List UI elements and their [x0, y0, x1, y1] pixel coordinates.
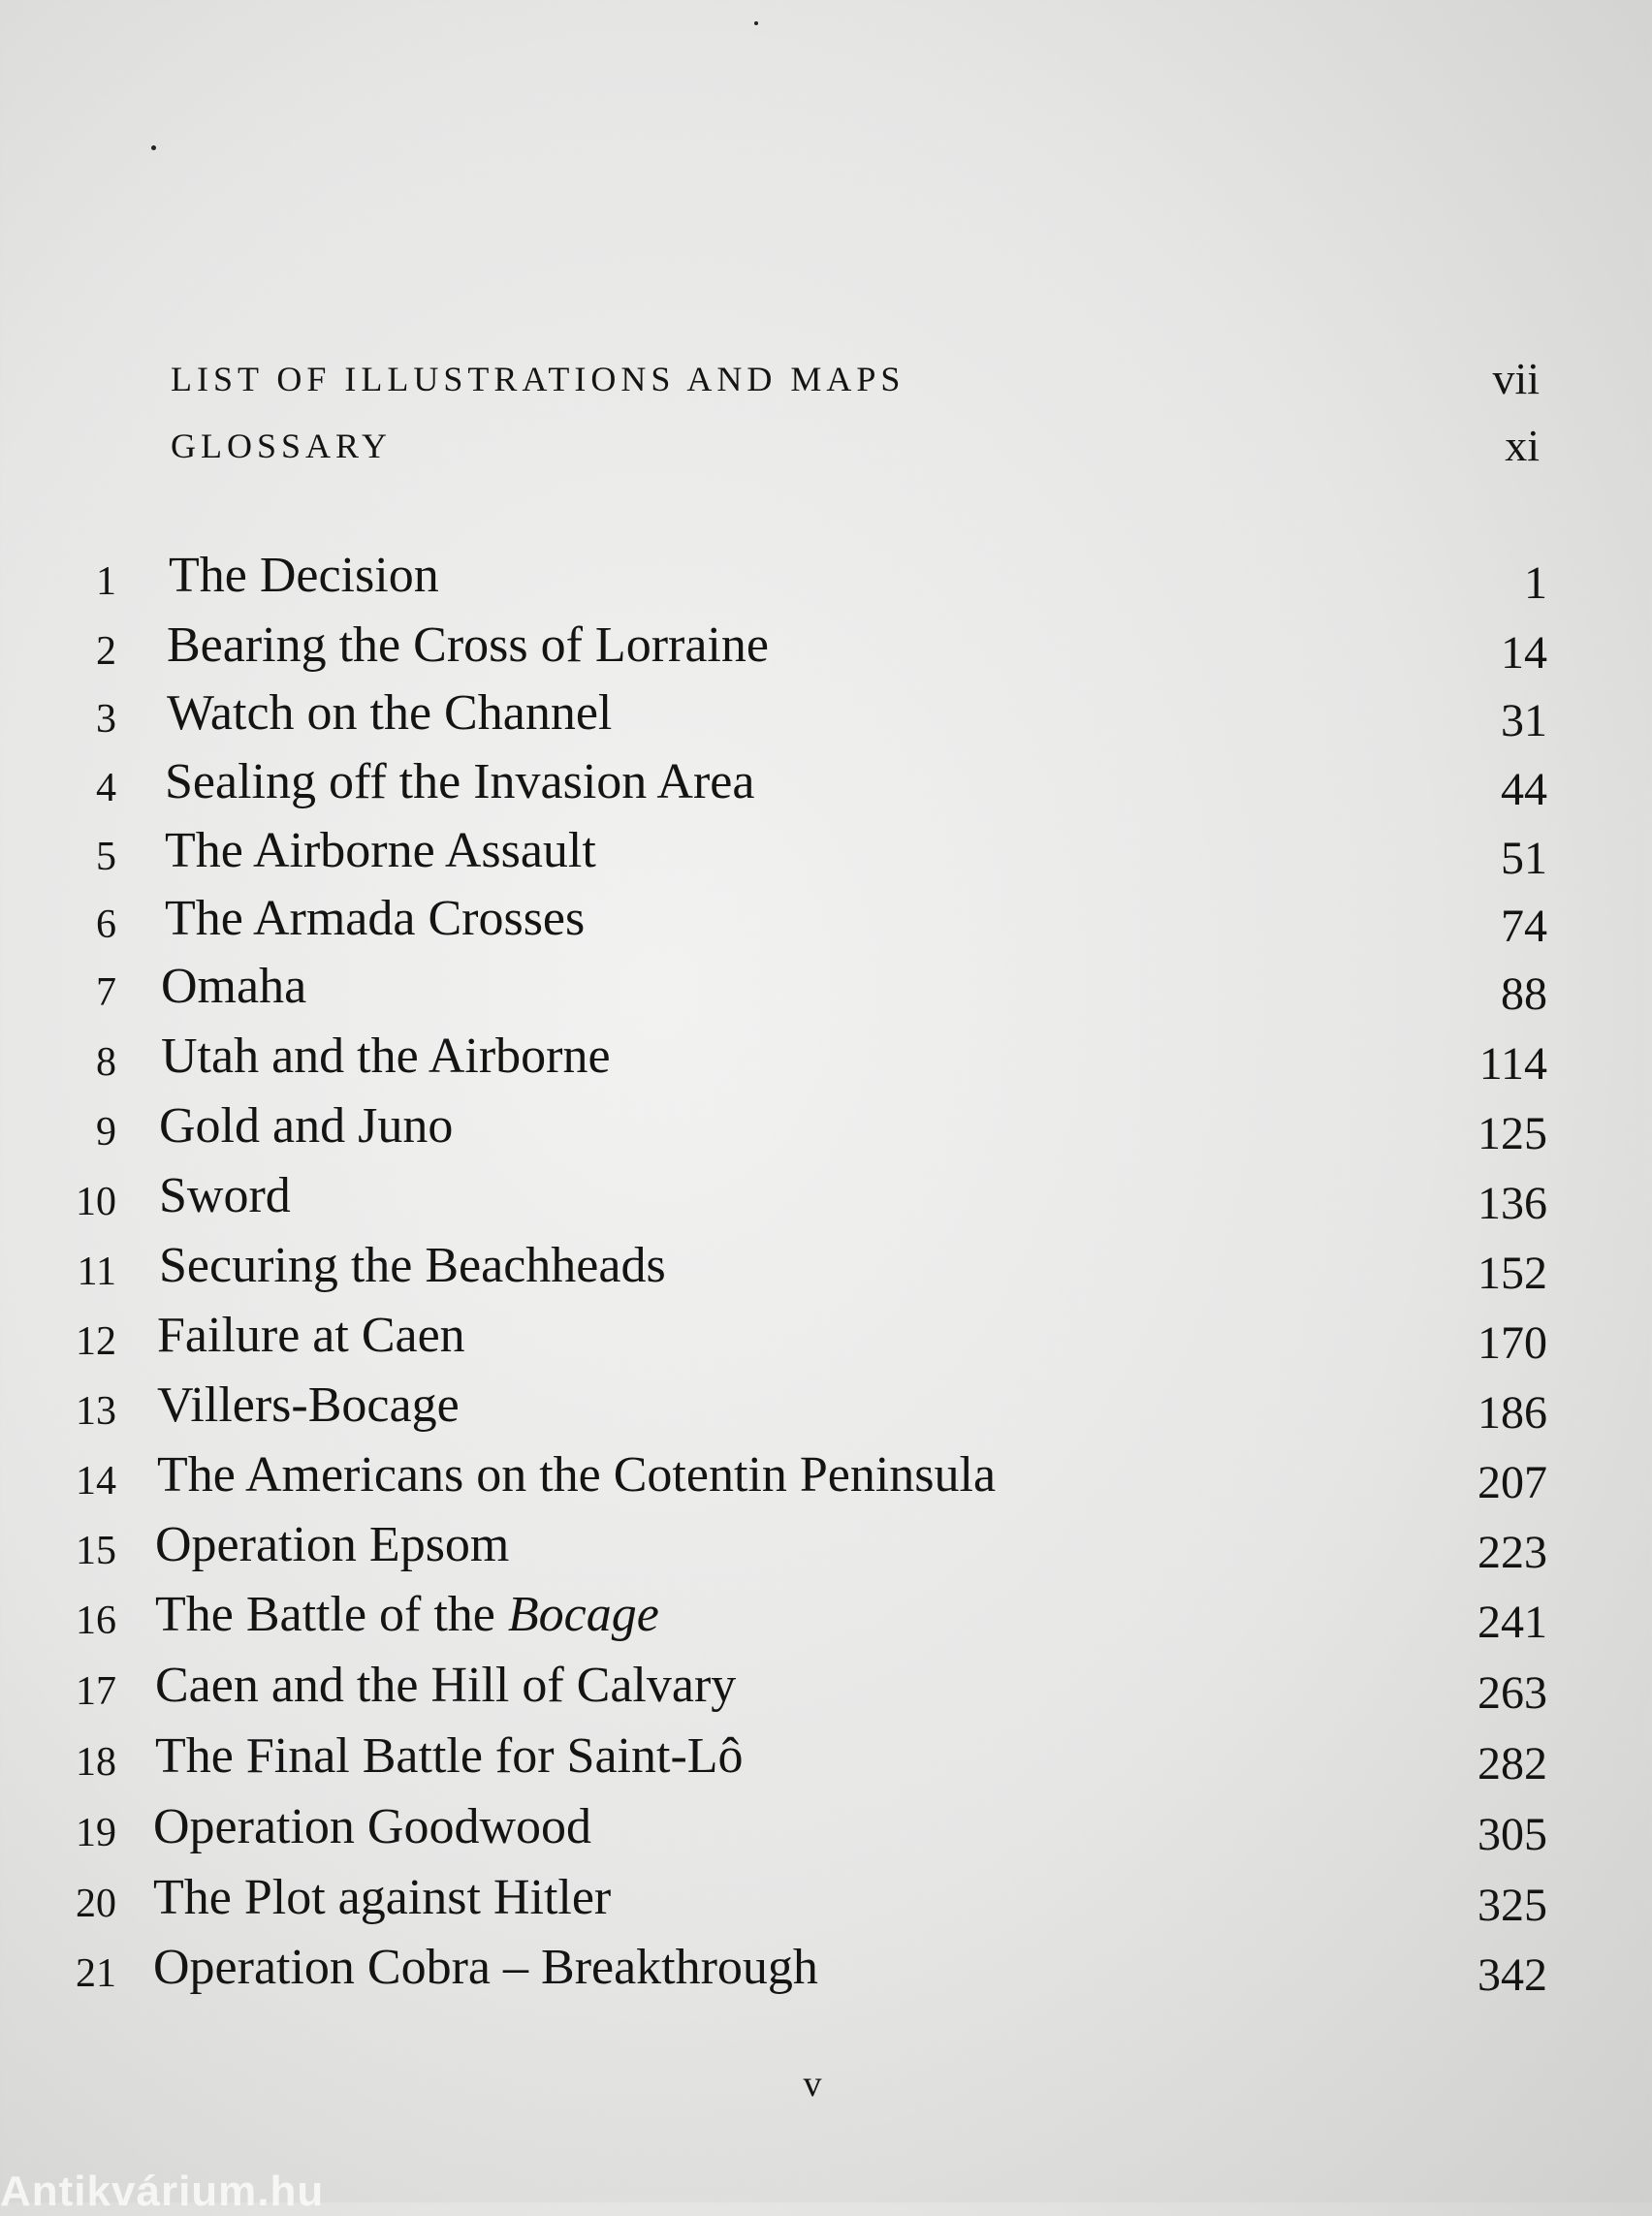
chapter-page: 88 [1501, 968, 1547, 1020]
toc-row-illustrations [0, 345, 1652, 413]
chapter-title: Sword [159, 1168, 291, 1223]
chapter-number: 11 [77, 1250, 116, 1294]
chapter-page: 14 [1501, 627, 1547, 679]
chapter-number: 2 [96, 629, 116, 674]
chapter-title: Utah and the Airborne [161, 1029, 611, 1084]
page-folio: v [803, 2064, 822, 2105]
toc-row-chapter [0, 1722, 1652, 1791]
chapter-number: 18 [76, 1740, 116, 1785]
toc-row-chapter [0, 1933, 1652, 2003]
toc-row-chapter [0, 1440, 1652, 1510]
chapter-page: 125 [1477, 1108, 1547, 1159]
chapter-number: 12 [76, 1319, 116, 1364]
chapter-number: 9 [96, 1110, 116, 1155]
toc-front-page: xi [1505, 421, 1540, 470]
chapter-title: Sealing off the Invasion Area [165, 754, 755, 809]
chapter-page: 223 [1477, 1527, 1547, 1578]
chapter-page: 342 [1477, 1949, 1547, 2001]
toc-row-chapter [0, 1092, 1652, 1161]
toc-row-chapter [0, 1371, 1652, 1440]
speck [754, 21, 758, 25]
chapter-title: Operation Goodwood [153, 1799, 592, 1854]
chapter-title: Failure at Caen [157, 1308, 465, 1363]
toc-row-chapter [0, 1161, 1652, 1231]
chapter-number: 15 [76, 1529, 116, 1573]
chapter-title: The Decision [169, 548, 439, 603]
toc-row-chapter [0, 1231, 1652, 1301]
chapter-number: 13 [76, 1389, 116, 1434]
chapter-number: 8 [96, 1040, 116, 1085]
chapter-title: The Final Battle for Saint-Lô [155, 1728, 744, 1784]
chapter-page: 44 [1501, 764, 1547, 815]
chapter-title: Securing the Beachheads [159, 1238, 666, 1293]
toc-row-chapter [0, 679, 1652, 748]
toc-front-title: LIST OF ILLUSTRATIONS AND MAPS [171, 360, 905, 398]
chapter-title: Villers-Bocage [157, 1377, 460, 1433]
chapter-page: 207 [1477, 1457, 1547, 1508]
toc-row-chapter [0, 1792, 1652, 1862]
chapter-title: Watch on the Channel [167, 685, 613, 741]
toc-row-chapter [0, 1863, 1652, 1933]
toc-row-chapter [0, 1510, 1652, 1580]
chapter-page: 282 [1477, 1738, 1547, 1789]
chapter-page: 325 [1477, 1880, 1547, 1931]
speck [151, 145, 156, 150]
chapter-title-text: The Battle of the [155, 1587, 508, 1642]
toc-row-chapter [0, 541, 1652, 611]
chapter-title: Operation Epsom [155, 1517, 510, 1572]
chapter-title: Bearing the Cross of Lorraine [167, 617, 769, 673]
toc-row-chapter [0, 747, 1652, 817]
chapter-number: 7 [96, 970, 116, 1015]
toc-front-title: GLOSSARY [171, 427, 393, 465]
chapter-number: 6 [96, 902, 116, 947]
chapter-page: 74 [1501, 901, 1547, 952]
chapter-title: Omaha [161, 959, 307, 1014]
watermark-text: Antikvárium.hu [0, 2168, 325, 2215]
toc-row-chapter [0, 1580, 1652, 1650]
chapter-number: 16 [76, 1599, 116, 1643]
chapter-number: 19 [76, 1811, 116, 1855]
chapter-page: 152 [1477, 1248, 1547, 1299]
chapter-title: The Airborne Assault [165, 823, 596, 878]
chapter-number: 14 [76, 1459, 116, 1504]
chapter-title: Gold and Juno [159, 1098, 454, 1154]
toc-row-chapter [0, 1022, 1652, 1092]
chapter-page: 51 [1501, 833, 1547, 884]
chapter-title: The Armada Crosses [165, 891, 586, 946]
toc-row-chapter [0, 1301, 1652, 1371]
chapter-page: 1 [1524, 557, 1547, 609]
chapter-title: The Americans on the Cotentin Peninsula [157, 1447, 997, 1503]
chapter-page: 241 [1477, 1597, 1547, 1648]
chapter-title: Operation Cobra – Breakthrough [153, 1940, 818, 1995]
chapter-page: 170 [1477, 1317, 1547, 1369]
toc-front-page: vii [1492, 354, 1540, 403]
chapter-number: 4 [96, 766, 116, 810]
chapter-number: 21 [76, 1951, 116, 1996]
chapter-title: Caen and the Hill of Calvary [155, 1658, 737, 1713]
toc-row-chapter [0, 884, 1652, 954]
chapter-number: 10 [76, 1180, 116, 1224]
chapter-number: 20 [76, 1882, 116, 1926]
chapter-title [155, 1580, 659, 1650]
chapter-page: 136 [1477, 1178, 1547, 1229]
toc-row-glossary [0, 412, 1652, 480]
toc-row-chapter [0, 1651, 1652, 1721]
chapter-page: 31 [1501, 695, 1547, 746]
chapter-number: 1 [96, 559, 116, 604]
chapter-number: 3 [96, 697, 116, 742]
chapter-page: 114 [1478, 1038, 1547, 1090]
chapter-page: 305 [1477, 1809, 1547, 1860]
toc-row-chapter [0, 952, 1652, 1022]
chapter-page: 263 [1477, 1667, 1547, 1719]
chapter-page: 186 [1477, 1387, 1547, 1439]
chapter-number: 5 [96, 835, 116, 879]
toc-row-chapter [0, 816, 1652, 886]
chapter-title: The Plot against Hitler [153, 1870, 612, 1925]
chapter-number: 17 [76, 1669, 116, 1714]
toc-row-chapter [0, 611, 1652, 681]
chapter-title-italic: Bocage [507, 1587, 659, 1642]
